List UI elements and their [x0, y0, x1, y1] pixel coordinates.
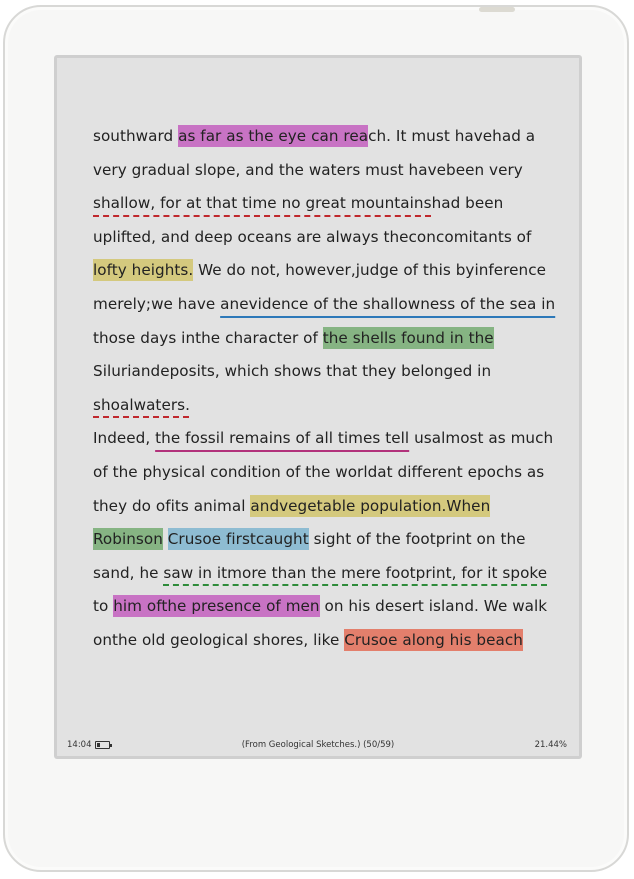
highlight-green[interactable]: Robinson — [93, 530, 163, 549]
text-run: Siluriandeposits, which shows that they belonged in — [93, 362, 492, 381]
underline-blue[interactable]: anevidence of the shallowness of the sea in — [220, 294, 556, 313]
reader-screen[interactable] — [57, 58, 579, 756]
text-run: ch. It must havehad a — [368, 127, 536, 145]
status-bar — [57, 738, 579, 752]
text-run: sand, he — [93, 563, 164, 582]
text-line — [93, 590, 563, 624]
highlight-yellow[interactable]: lofty heights. — [93, 261, 194, 280]
highlight-blue[interactable]: Crusoe firstcaught — [167, 530, 309, 549]
text-line — [93, 254, 563, 288]
underline-dash-green[interactable]: saw in itmore than the mere footprint, for it spoke — [163, 563, 548, 582]
text-run: on his desert island. We walk — [319, 597, 548, 616]
text-line — [93, 355, 563, 389]
text-run: uplifted, and deep oceans are always theconcomitants of — [93, 227, 532, 246]
text-line — [93, 456, 563, 490]
underline-magenta[interactable]: the fossil remains of all times tell — [155, 429, 410, 448]
page-text[interactable] — [93, 120, 563, 658]
text-line — [93, 221, 563, 255]
text-run: onthe old geological shores, like — [93, 630, 345, 649]
chapter-progress: (From Geological Sketches.) (50/59) — [241, 740, 395, 750]
text-line — [93, 288, 563, 322]
text-run: to — [93, 597, 114, 616]
text-run: had been — [431, 194, 504, 213]
text-line — [93, 154, 563, 188]
text-run: southward — [93, 127, 179, 145]
text-line — [93, 490, 563, 524]
text-line — [93, 322, 563, 356]
highlight-green[interactable]: the shells found in the — [322, 328, 494, 347]
text-line — [93, 120, 563, 154]
text-run: We do not, however,judge of this byinference — [193, 261, 547, 280]
underline-dash-red[interactable]: shallow, for at that time no great mountains — [93, 194, 432, 213]
text-line — [93, 523, 563, 557]
text-line — [93, 389, 563, 423]
text-line — [93, 187, 563, 221]
text-run: those days inthe character of — [93, 328, 323, 347]
text-line — [93, 422, 563, 456]
underline-dash-red[interactable]: shoalwaters. — [93, 395, 190, 414]
highlight-magenta[interactable]: him ofthe presence of men — [113, 597, 320, 616]
device-bottom-bezel — [20, 770, 606, 850]
text-run: of the physical condition of the worldat different epochs as — [93, 462, 545, 481]
text-line — [93, 624, 563, 658]
text-run: usalmost as much — [409, 429, 554, 448]
text-run: they do ofits animal — [93, 496, 251, 515]
reading-percent: 21.44% — [534, 740, 567, 750]
highlight-magenta[interactable]: as far as the eye can rea — [178, 127, 369, 145]
highlight-red[interactable]: Crusoe along his beach — [344, 630, 523, 649]
text-run: sight of the footprint on the — [308, 530, 526, 549]
text-run: merely;we have — [93, 294, 221, 313]
clock: 14:04 — [67, 740, 92, 750]
text-line — [93, 557, 563, 591]
text-run: Indeed, — [93, 429, 156, 448]
highlight-yellow[interactable]: andvegetable population.When — [250, 496, 491, 515]
power-button[interactable] — [479, 7, 515, 12]
text-run: very gradual slope, and the waters must havebeen very — [93, 160, 523, 179]
